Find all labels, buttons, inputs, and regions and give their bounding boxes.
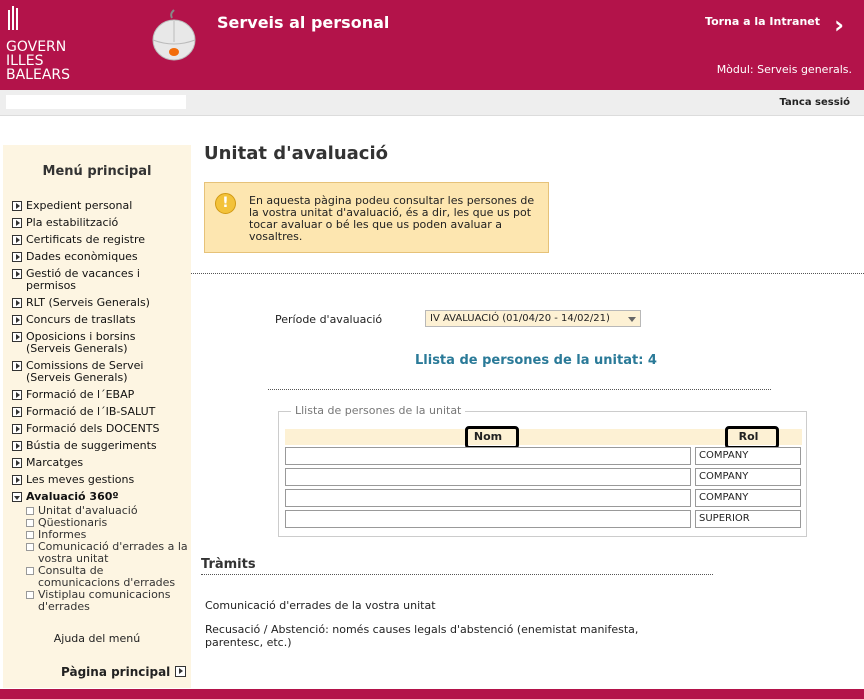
submenu-item-questionaris[interactable]: Qüestionaris: [26, 517, 188, 529]
expand-arrow-icon: [12, 201, 22, 211]
menu-item-formacio-docents[interactable]: Formació dels DOCENTS: [12, 423, 188, 435]
tramit-link-comunicacio-errades[interactable]: Comunicació d'errades de la vostra unitat: [205, 599, 436, 612]
table-cell-nom: [285, 510, 691, 528]
table-cell-rol: COMPANY: [695, 447, 801, 465]
menu-item-pla-estabilitzacio[interactable]: Pla estabilització: [12, 217, 188, 229]
submenu-item-unitat-avaluacio[interactable]: Unitat d'avaluació: [26, 505, 188, 517]
user-name-field: [6, 95, 186, 109]
expand-arrow-icon: [12, 424, 22, 434]
back-to-intranet-link[interactable]: Torna a la Intranet: [705, 15, 820, 28]
submenu-item-consulta-comunicacions[interactable]: Consulta de comunicacions d'errades: [26, 565, 188, 589]
warning-icon: !: [215, 193, 236, 214]
separator: [268, 389, 771, 390]
menu-item-formacio-ebap[interactable]: Formació de l´EBAP: [12, 389, 188, 401]
logout-link[interactable]: Tanca sessió: [779, 97, 850, 108]
bullet-square-icon: [26, 591, 34, 599]
menu-item-marcatges[interactable]: Marcatges: [12, 457, 188, 469]
sidebar-title: Menú principal: [42, 164, 152, 179]
chevron-down-icon: [628, 317, 636, 322]
period-label: Període d'avaluació: [275, 313, 383, 326]
menu-help-link[interactable]: Ajuda del menú: [53, 632, 141, 645]
expand-arrow-icon: [12, 218, 22, 228]
arrow-right-icon: [175, 666, 186, 677]
expand-arrow-icon: [12, 332, 22, 342]
period-select-value: IV AVALUACIÓ (01/04/20 - 14/02/21): [430, 313, 610, 324]
table-cell-rol: COMPANY: [695, 489, 801, 507]
logo-line-1: GOVERN: [6, 39, 67, 55]
table-cell-rol: COMPANY: [695, 468, 801, 486]
logo-line-3: BALEARS: [6, 67, 71, 83]
bullet-square-icon: [26, 567, 34, 575]
submenu-item-informes[interactable]: Informes: [26, 529, 188, 541]
expand-arrow-icon: [12, 475, 22, 485]
separator: [201, 574, 713, 575]
expand-arrow-icon: [12, 315, 22, 325]
tramits-title: Tràmits: [201, 557, 256, 572]
main-menu: [12, 200, 188, 618]
expand-arrow-icon: [12, 441, 22, 451]
collapse-arrow-icon: [12, 492, 22, 502]
separator: [191, 273, 864, 274]
submenu-item-comunicacio-errades[interactable]: Comunicació d'errades a la vostra unitat: [26, 541, 188, 565]
menu-item-les-meves-gestions[interactable]: Les meves gestions: [12, 474, 188, 486]
menu-item-comissions-servei[interactable]: Comissions de Servei (Serveis Generals): [12, 360, 188, 384]
bullet-square-icon: [26, 531, 34, 539]
menu-item-certificats-registre[interactable]: Certificats de registre: [12, 234, 188, 246]
page-title: Unitat d'avaluació: [204, 143, 388, 164]
bullet-square-icon: [26, 543, 34, 551]
expand-arrow-icon: [12, 252, 22, 262]
submenu-item-vistiplau-comunicacions[interactable]: Vistiplau comunicacions d'errades: [26, 589, 188, 613]
bullet-square-icon: [26, 507, 34, 515]
govern-logo[interactable]: [6, 6, 70, 82]
table-cell-nom: [285, 447, 691, 465]
govern-logo-mark-icon: [6, 6, 22, 32]
people-list-legend: Llista de persones de la unitat: [291, 404, 465, 417]
sidebar: [3, 145, 191, 688]
menu-item-oposicions-borsins[interactable]: Oposicions i borsins (Serveis Generals): [12, 331, 188, 355]
info-message: [204, 182, 549, 253]
footer-bar: [0, 689, 864, 699]
highlight-rol-annotation: [725, 426, 779, 449]
table-cell-nom: [285, 489, 691, 507]
column-header-rol[interactable]: Rol: [738, 430, 759, 443]
highlight-nom-annotation: [465, 426, 519, 449]
menu-item-avaluacio-360[interactable]: Avaluació 360º Unitat d'avaluació Qüestionaris Informes Comunicació d'errades a la vostra unitat Consulta de comunicacions d'errades Vistiplau comunicacions d'errades: [12, 491, 188, 613]
info-text: En aquesta pàgina podeu consultar les persones de la vostra unitat d'avaluació, és a dir, les que us pot tocar avaluar o bé les que us poden avaluar a vosaltres.: [249, 194, 535, 243]
table-cell-rol: SUPERIOR: [695, 510, 801, 528]
menu-item-rlt[interactable]: RLT (Serveis Generals): [12, 297, 188, 309]
menu-item-gestio-vacances[interactable]: Gestió de vacances i permisos: [12, 268, 188, 292]
column-header-nom[interactable]: Nom: [473, 430, 503, 443]
avaluacio-submenu: [26, 505, 188, 613]
user-bar: [0, 90, 864, 116]
expand-arrow-icon: [12, 361, 22, 371]
chevron-right-icon[interactable]: ›: [834, 11, 844, 39]
expand-arrow-icon: [12, 235, 22, 245]
logo-line-2: ILLES: [6, 53, 44, 69]
home-page-link[interactable]: [61, 665, 170, 679]
menu-item-concurs-trasllats[interactable]: Concurs de trasllats: [12, 314, 188, 326]
menu-item-dades-economiques[interactable]: Dades econòmiques: [12, 251, 188, 263]
table-cell-nom: [285, 468, 691, 486]
bullet-square-icon: [26, 519, 34, 527]
expand-arrow-icon: [12, 407, 22, 417]
mouse-icon: [150, 8, 198, 62]
home-page-label: Pàgina principal: [61, 665, 171, 679]
top-header: [0, 0, 864, 90]
app-title: Serveis al personal: [217, 13, 390, 32]
period-select[interactable]: [425, 310, 641, 327]
expand-arrow-icon: [12, 298, 22, 308]
menu-item-formacio-ib-salut[interactable]: Formació de l´IB-SALUT: [12, 406, 188, 418]
expand-arrow-icon: [12, 390, 22, 400]
expand-arrow-icon: [12, 458, 22, 468]
people-list-title: Llista de persones de la unitat: 4: [415, 353, 657, 368]
menu-item-bustia-suggeriments[interactable]: Bústia de suggeriments: [12, 440, 188, 452]
module-label: Mòdul: Serveis generals.: [716, 63, 852, 76]
expand-arrow-icon: [12, 269, 22, 279]
people-list-fieldset: [278, 404, 807, 537]
menu-item-expedient-personal[interactable]: Expedient personal: [12, 200, 188, 212]
tramit-link-recusacio[interactable]: Recusació / Abstenció: només causes legals d'abstenció (enemistat manifesta, parentesc, etc.): [205, 623, 639, 649]
